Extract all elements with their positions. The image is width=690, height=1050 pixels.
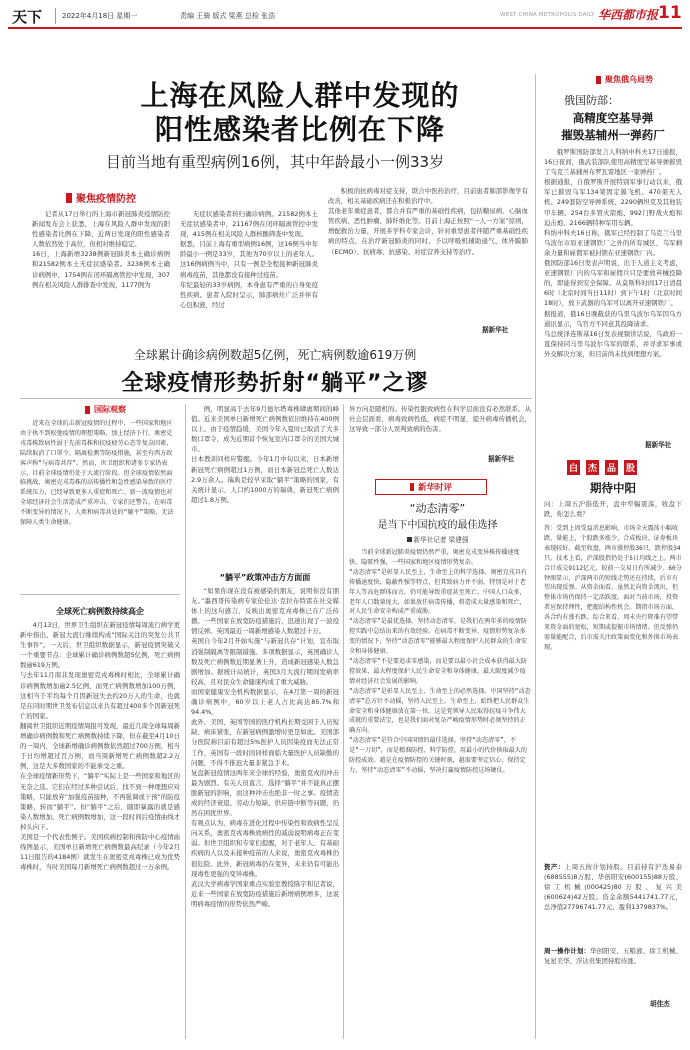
commentary-tag-box (375, 479, 487, 495)
commentary-title: “动态清零” (409, 502, 466, 515)
lead-col-3 (328, 186, 528, 322)
russia-title-2: 摧毁基辅州一弹药厂 (561, 128, 665, 142)
lead-col-2 (180, 209, 318, 333)
tag-square-icon (85, 406, 90, 414)
lead-col-3-text: 积极的抗病毒对症支持，联合中医药治疗，目前患者肺部影像学有改善，相关基础疾病还在积极治疗中。 其他老年重症患者，都合并有严重的基础性疾病，包括糖尿病、心脑血管疾病、恶性肿瘤、肺纤维化等。目前上海正按照“一人一方案”原则，增配救治力量，开展多学科专家会诊，针对重型患者伴随严重基础性疾病的特点，在治疗新冠肺炎的同时，予以呼吸机辅助通气、体外膜肺（ECMO）、抗病毒、抗感染、对症营养支持等治疗。 (328, 187, 528, 256)
global-tag-text: 国际观察 (94, 405, 126, 414)
commentary-byline (345, 534, 530, 544)
lead-col-1 (32, 209, 170, 333)
finance-tag-char-1: 白 (567, 460, 580, 475)
finance-question-text: 问：上周五沪指低开，盘中窄幅震荡，收盘下跌，你怎么看？ (544, 500, 682, 519)
russia-credit: 据新华社 (645, 441, 672, 449)
global-subhead: 全球累计确诊病例数超5亿例，死亡病例数逾619万例 (133, 348, 417, 362)
russia-body (544, 147, 682, 437)
global-intro-text: 近来在全球抗击新冠疫情的过程中，一些国家和地区由于执不到松弛疫情的理想策略，加上经济下行、奥密克戎毒株致病性弱于先前毒株和抗疫疲劳心态等复杂因素，陆续取消了口罩令、隔离检测等防疫措施，甚至有西方政客声称“与病毒共存”。然而，世卫组织和诸多专家仍表示，目前全球疫情仍处于大流行阶段。但全球疫情依然面临挑战，奥密克戎毒株的高传播性和急性感染导致的医疗系统压力，已经导致更多人重症和死亡。新一波疫情也对全球经济社会生活造成严重冲击。专家们还警告，在病毒不断变异的情况下，人类和病毒共处的“躺平”策略，无法保障人类生命健康。 (20, 420, 174, 527)
finance-plan-label: 周一操作计划： (544, 947, 591, 955)
commentary-body-text: 当前全球新冠肺炎疫情仍然严重，奥密克戎变异株传播速度快、隐匿性强，一些国家和地区疫情形势复杂。 “动态清零”是彰显人民至上、生命至上的科学选择。奥密克戎具有传播速度快、隐蔽性强等特点，但其致病力并不弱，特别是对于老年人等高危群体而言，仍可能导致重症甚至死亡。中国人口众多，老年人口数量庞大，如果放任病毒传播，将造成大量感染和死亡，对人民生命安全构成严重威胁。 “动态清零”是最优选择。坚持动态清零，是我们在两年多的疫情防控实践中总结出来的有效经验。在病毒不断变异、疫情形势复杂多变的情况下，坚持“动态清零”能够最大程度保护人民群众的生命安全和身体健康。 “动态清零”不是要追求零感染，而是要以最小社会成本获得最大防控效果，最大程度保护人民生命安全和身体健康，最大限度减少疫情对经济社会发展的影响。 “动态清零”是彰显人民至上、生命至上的必然选择。中国坚持“动态清零”总方针不动摇，坚持人民至上、生命至上，始终把人民群众生命安全和身体健康放在第一位。这是党领导人民取得抗疫斗争伟大成就的重要法宝，也是我们面对复杂严峻疫情形势时必须坚持的正确方向。 “动态清零”是符合中国国情的最佳选择。坚持“动态清零”，不是“一刀切”，而是精准防控、科学防控，用最小的代价换取最大的防控成效。越是在疫情防控的关键时刻，越需要坚定信心、保持定力，坚持“动态清零”不动摇，坚决打赢疫情防控这场硬仗。 (349, 549, 531, 774)
page-number: 11 (658, 3, 682, 23)
global-sec2-text: “如果你现在没有被感染的朋友，说明你没有朋友。”墨西哥传染病专家伦伦达·克拉布特雷在社交媒体上的这句感言，反映出奥密克戎毒株已在广泛传播。一些国家在放宽防疫措施后，迅速出现了一波疫情反弹。英国最近一周新增感染人数超过十万。 英国自今年2月开始实施“与新冠共存”计划，宣布取消强制隔离等限制措施。多项数据显示，英国确诊人数及死亡病例数近期显著上升，造成新冠感染人数急剧增加。据统计局统计，英国3月大流行期间发病率较高，且对民众生命健康构成了重大威胁。 而国家健康安全机构数据显示，在4月第一周的新冠确诊病例中，60岁以上老人占比高达85.7%和94.4%。 此外，美国、英国等国的医疗机构长期受困于人员短缺、病床紧张，在新冠病例激增时更是如此。美国部分医院称目前有超过5%医护人员因染疫而无法正常工作，英国有一段时间同样面临大量医护人员缺勤的问题，不得不推迟大量非紧急手术。 复盘新冠疫情这两年来全球的经验，奥密克戎的冲击最为剧烈。有关人员直言，选择“躺平”并不能真正摆脱新冠的影响，而这种冲击也绝非一时之事。疫情造成的经济衰退、劳动力短缺、供应链中断等问题，仍然在困扰世界。 有观点认为，病毒在进化过程中传染性和致病性呈反向关系，奥密克戎毒株致病性的减弱说明病毒正在变弱。但世卫组织和专家们提醒，对于老年人、有基础疾病的人以及未接种疫苗的人来说，奥密克戎毒株仍很危险。此外，新冠病毒仍在变异，未来仍有可能出现毒性更强的变异毒株。 武汉大学病毒学国家重点实验室教授陈宇和记者说，近来一些国家在放宽防疫措施后新增病例增多，这说明病毒疫情的形势依然严峻。 (191, 587, 339, 908)
divider-right-column (535, 74, 536, 1039)
lead-headline-1: 上海在风险人群中发现的 (140, 79, 460, 112)
global-sec1-body (20, 620, 180, 1040)
tag-square-icon (596, 76, 601, 84)
divider-global-top (20, 398, 532, 399)
byline-square-icon (407, 537, 412, 542)
lead-tag-text: 聚焦疫情防控 (76, 194, 136, 205)
paper-logo: 华西都市报 (598, 8, 659, 22)
global-headline: 全球疫情形势折射“躺平”之谬 (121, 371, 429, 396)
lead-section-tag (66, 190, 136, 205)
finance-tag-char-3: 品 (605, 460, 618, 475)
finance-tag-char-4: 股 (624, 460, 637, 475)
masthead (0, 0, 690, 40)
date-line: 2022年4月18日 星期一 (62, 12, 138, 20)
finance-tag-char-2: 杰 (586, 460, 599, 475)
finance-answer (544, 524, 682, 859)
header-divider-short (55, 8, 56, 24)
lead-subhead: 目前当地有重型病例16例，其中年龄最小一例33岁 (105, 153, 445, 171)
divider-global-col (185, 404, 186, 1039)
russia-kicker: 俄国防部： (564, 94, 619, 107)
finance-tag (567, 460, 637, 475)
commentary-subtitle: 是当下中国抗疫的最佳选择 (377, 520, 498, 531)
russia-title-1: 高精度空基导弹 (572, 111, 654, 125)
commentary-byline-text: 新华社记者 梁建强 (413, 536, 469, 544)
lead-headline-2: 阳性感染者比例在下降 (154, 113, 445, 146)
finance-question (544, 499, 682, 521)
tag-square-icon (410, 483, 414, 491)
divider-global-col-2 (343, 404, 344, 1039)
russia-tag-text: 聚焦俄乌局势 (605, 75, 653, 84)
global-intro (20, 419, 178, 591)
header-rule (8, 27, 682, 29)
finance-assets-text: 上周五按计划持股。目前持有沪迭易泰(688555)8万股、华创阳安(600155)88万股、徐工机械(000425)80万股、复兴美(600624)42万股。资金余额5441741.77元，总净值27796741.77元，盈利1379837%。 (544, 863, 682, 912)
finance-assets-label: 资产： (544, 863, 565, 871)
commentary-tag: 新华时评 (417, 483, 452, 493)
finance-column-title: 期待中阳 (590, 481, 636, 495)
finance-plan (544, 946, 682, 996)
global-top-right-credit: 据新华社 (488, 455, 515, 463)
editors-line: 责编 王骑 版式 梁燕 总检 张浩 (180, 12, 276, 20)
global-sec1-title: 全球死亡病例数持续高企 (56, 607, 144, 616)
divider-intro (20, 594, 180, 595)
finance-assets (544, 862, 682, 942)
lead-col-2-text: 无症状感染者转归确诊病例。21582例本土无症状感染者中，21167例在闭环隔离管控中发现，415例在相关风险人群核酸筛查中发现。 据悉，目前上海有重型病例16例，这16例当中年龄最小一例是33岁，其他为70岁以上的老年人。这16例病例当中，只有一例是全程接种新冠肺炎病毒疫苗，其他都没有接种过疫苗。 年纪最轻的33岁病例，本身患有严重的自身免疫性疾病。患者入院时呈示，肺部病灶广泛并伴有心包积液，经过 (180, 210, 318, 309)
commentary-body (349, 548, 531, 1038)
russia-tag (596, 74, 653, 85)
finance-plan-text: 华创阳安、五粮液、徐工机械、复星美华、浮达贵集团持股待涨。 (544, 947, 682, 966)
lead-col-1-text: 记者从17日举行的上海市新冠肺炎疫情防控新闻发布会上获悉，上海在风险人群中发现的阳性感染者比例在下降，近两日发现的阳性感染者人数依然处于高位，但相对维持稳定。 16日，上海新增3238例新冠肺炎本土确诊病例和21582例本土无症状感染者。3238例本土确诊病例中，1754例在闭环隔离管控中发现，307例在相关风险人群排查中发现，1177例为 (32, 210, 170, 289)
global-sec2-body (191, 586, 339, 1040)
tag-square-icon (66, 193, 72, 203)
lead-credit: 据新华社 (482, 326, 509, 334)
paper-name-en: WEST CHINA METROPOLIS DAILY (500, 12, 595, 18)
section-name: 天下 (12, 8, 43, 26)
global-sec1-text: 4月13日，世界卫生组织在新冠疫情每周流行病学更新中指出，新冠大流行继续构成“国际关注的突发公共卫生事件”。一天后，世卫组织数据显示，新冠疫情突破又一个重要节点：全球累计确诊病例数超5亿例，死亡病例数逾619万例。 与去年11月南非发现奥密克戎毒株时相比，全球累计确诊病例数增加逾2.5亿例，而死亡病例数增加100万例，这相当于平均每个月因新冠失去约20万人的生命，也就是在同时期世卫发布信息以来共有超过400多个因新冠死亡的国家。 翻阅世卫组织近期疫情周报可发现，最近几周全球每周新增确诊病例数和死亡病例数持续下降，但在截至4月10日的一周内，全球新增确诊病例数依然超过700万例，相当于日均增超过百万例，而当周新增死亡病例数超2.2万例，这是大多数国家的不能承受之重。 在全球疫情新形势下，“躺平”实际上是一些国家和地区的无奈之选。它们在经过多种尝试后，找不到一种理想应对策略，只能放弃“加强疫苗接种，不再强调或干预”的防疫策略，转而“躺平”。但“躺平”之后，随即暴露的就是感染人数增加、死亡病例数增加，这一段时间后疫情曲线才掉头向下。 美国是一个代表性例子。美国疾病控制和预防中心疫情曲线图显示，美国单日新增死亡病例数最高纪录（今年2月11日报告的4184例）就发生在奥密克戎毒株已成为优势毒株时，当时美国每月新增死亡病例数超过一万余例。 (20, 621, 180, 872)
global-mid-body (191, 404, 339, 569)
finance-author: 胡佳杰 (650, 1000, 670, 1008)
finance-answer-text: 答：受到上周受益消息影响，市场全天震荡小幅收跌，量能上，个股跌多涨少，合成板块、证券板块表现较好。截至收盘，两市涨停股36只，跌停股34只。技术上看，沪深股指仍处于5日均线之上。两市合计成交9112亿元，较前一交易日有所减少。60分钟图显示，沪深两市的短线走势还在持续，后市有望出现反弹。从资金面看，虽然北向资金流出，但整体市场仍保持一定活跃度。面对当前市场，投资者应保持理性，把握结构性机会。期指市场方面，各合约有涨有跌。综合来看，周末央行降准有望带来资金面的宽松，短期或提振市场情绪。但反弹仍需量能配合，后市需关注政策面变化和外围市场表现。 (544, 525, 682, 651)
global-top-right-body (349, 404, 531, 456)
global-mid-text: 例，明显高于去年9月德尔塔毒株肆虐期间的峰值。近来美国单日新增死亡病例数依旧维持在400例以上。由于疫情趋缓，美国今年入夏时已取消了大多数口罩令，成为近期首个恢复室内口罩令的美国大城市。 日本教训同样应警醒。今年1月中旬以来，日本新增新冠死亡病例超过1万例，而日本新冠总死亡人数达2.9万余人。瑞典是较早采取“躺平”策略的国家，有关统计显示，人口约1000万的瑞典，新冠死亡病例超过1.8万例。 (191, 405, 339, 504)
russia-body-text: 俄罗斯国防部发言人科纳申科夫17日通报，16日夜间，俄武装部队使用高精度空基导弹摧毁了乌克兰基辅州布罗瓦雷地区一家弹药厂。 根据通报，自俄罗斯开展特别军事行动以来，俄军已摧毁乌军134架固定翼飞机、470架无人机、249套防空导弹系统、2290辆坦克及其他装甲车辆、254台多管火箭炮、992门野战火炮和迫击炮、2166辆特种军用车辆。 科纳申科夫16日称，俄军已经控制了乌克兰马里乌波尔市原亚速钢铁厂之外的所有城区，乌军剩余力量和雇佣军被封锁在亚速钢铁厂内。 俄国防部16日发表声明说，出于人道主义考虑，亚速钢铁厂内的乌军和雇佣兵只是要放弃械投降的，即能得到安全保障。从莫斯科时间17日清晨6时（北京时间当日11时）到下午1时（北京时间18时），放下武器的乌军可以离开亚速钢铁厂。 据报道，俄16日晚截获的乌里乌波尔乌军因乌方通讯显示，乌官方不同意其投降请求。 乌总统泽连斯基16日发表视频讲话说，乌政府一直保持同马里乌波尔乌军的联系，并寻求军事或外交解决方案，但目前尚未找到理想方案。 (544, 148, 682, 358)
global-sec2-title: “躺平”政策冲击方方面面 (219, 573, 311, 582)
global-top-right-text: 异方向是随机的。传染性跟致病性在科学层面没有必然联系。从社会层面看，病毒致病性低，病症不明显，提升病毒传播机会，这导致一部分人误判致病的伤害。 (349, 405, 531, 434)
global-section-tag (85, 404, 126, 415)
